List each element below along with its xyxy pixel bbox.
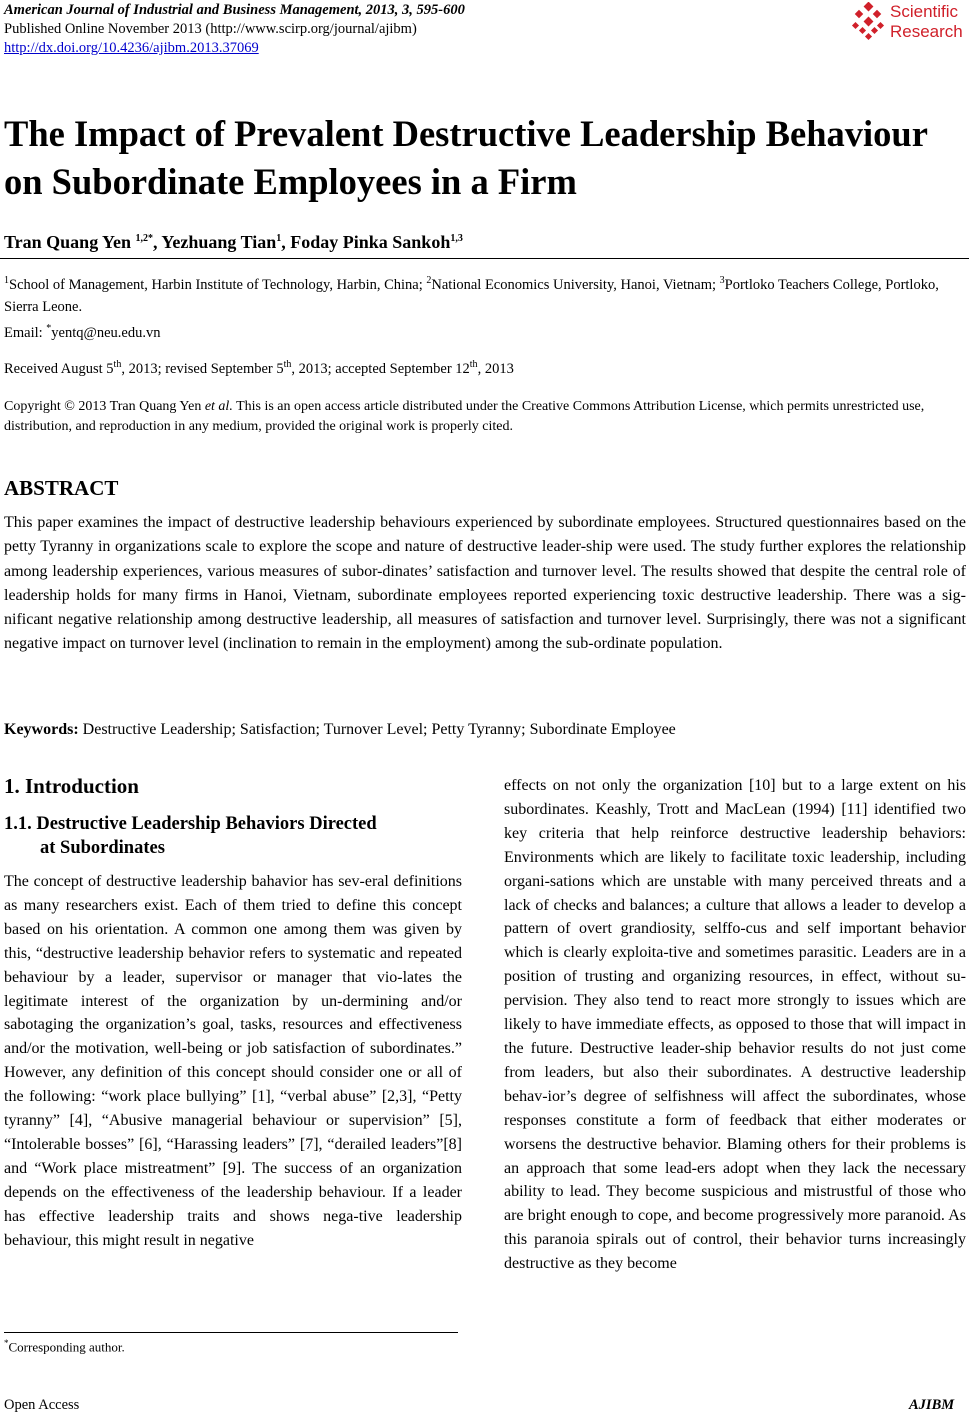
subsection-heading-line: at Subordinates	[40, 838, 165, 858]
author-divider	[0, 258, 969, 259]
affiliation-mark: 1	[4, 275, 9, 286]
email-label: Email:	[4, 324, 47, 341]
ordinal-suffix: th	[113, 359, 122, 370]
email-address[interactable]: yentq@neu.edu.vn	[51, 324, 161, 341]
paper-title: The Impact of Prevalent Destructive Leadership Behaviour on Subordinate Employees in a Firm	[4, 113, 928, 202]
author-list	[4, 232, 463, 253]
author-name: Yezhuang Tian	[161, 232, 277, 252]
date-text: , 2013	[477, 360, 514, 377]
ordinal-suffix: th	[469, 359, 478, 370]
copyright-text: This is an open access article distributed under the Creative Commons Attribution License, which permits unrestricted use, distribution, and reproduction in any medium, provided the original work is properly cited.	[4, 399, 925, 434]
journal-header: American Journal of Industrial and Business Management, 2013, 3, 595-600	[4, 2, 465, 18]
author-name: Tran Quang Yen	[4, 232, 132, 252]
footnote-divider	[4, 1332, 458, 1333]
received-dates	[4, 354, 514, 380]
author-separator: ,	[153, 232, 162, 252]
email-mark: *	[46, 322, 52, 334]
footnote-mark: *	[4, 1338, 9, 1348]
section-heading-introduction: 1. Introduction	[4, 774, 139, 798]
copyright-notice	[4, 397, 966, 437]
published-line: Published Online November 2013 (http://www.scirp.org/journal/ajibm)	[4, 21, 417, 37]
scientific-research-logo	[850, 2, 968, 44]
author-affiliation-mark: 1,3	[450, 233, 463, 244]
keywords-text: Destructive Leadership; Satisfaction; Turnover Level; Petty Tyranny; Subordinate Employee	[78, 721, 676, 738]
logo-text-line2: Research	[890, 22, 963, 41]
abstract-text: This paper examines the impact of destructive leadership behaviours experienced by subordinate employees. Structured questionnaires based on the petty Tyranny in organizations scale to explore the scope and nature of destructive leader-ship were used. The study further explores the relationship among leadership experiences, various measures of subor-dinates’ satisfaction and turnover level. The results showed that despite the central role of leadership holds for many firms in Hanoi, Vietnam, subordinate employees reported experiencing toxic destructive leadership. There was a sig-nificant negative relationship among destructive leadership, all measures of satisfaction and turnover level. Surprisingly, there was not a significant negative impact on turnover level (inclination to remain in the employment) among the sub-ordinate population.	[4, 514, 966, 653]
author-name: Foday Pinka Sankoh	[290, 232, 451, 252]
date-text: , 2013; accepted September 12	[291, 360, 470, 377]
subsection-heading-line: 1.1. Destructive Leadership Behaviors Directed	[4, 814, 377, 834]
date-text: Received August 5	[4, 360, 114, 377]
footer-open-access: Open Access	[4, 1397, 80, 1413]
keywords	[4, 718, 966, 742]
footer-journal-abbrev: AJIBM	[909, 1397, 955, 1413]
subsection-heading	[4, 812, 377, 860]
body-column-left: The concept of destructive leadership bahavior has sev-eral definitions as many researchers exist. Each of them tried to define this concept based on his orientation. A common one among them was given by this, “destructive leadership behavior refers to systematic and repeated behaviour by a leader, supervisor or manager that vio-lates the legitimate interest of the organization by un-dermining and/or sabotaging the organization’s goal, tasks, resources and effectiveness and/or the motivation, well-being or job satisfaction of subordinates.” However, any definition of this concept should consider one or all of the following: “work place bullying” [1], “verbal abuse” [2,3], “Petty tyranny” [4], “Abusive managerial behaviour or supervision” [5], “Intolerable bosses” [6], “Harassing leaders” [7], “derailed leaders”[8] and “Work place mistreatment” [9]. The success of an organization depends on the effectiveness of the leadership behaviour. If a leader has effective leadership traits and shows nega-tive leadership behaviour, this might result in negative	[4, 873, 462, 1249]
keywords-label: Keywords:	[4, 721, 79, 738]
affiliation-text: National Economics University, Hanoi, Vietnam;	[431, 276, 720, 293]
affiliation-mark: 3	[719, 275, 725, 286]
abstract-heading: ABSTRACT	[4, 476, 119, 500]
footnote	[4, 1338, 125, 1355]
logo-text-line1: Scientific	[890, 2, 959, 21]
author-separator: ,	[281, 232, 291, 252]
footnote-text: Corresponding author.	[8, 1339, 125, 1355]
author-affiliation-mark: 1,2*	[135, 233, 154, 244]
body-column-right: effects on not only the organization [10] but to a large extent on his subordinates. Keashly, Trott and MacLean (1994) [11] identified two key criteria that help reinforce destructive leadership behaviors: Environments which are likely to facilitate toxic leadership, including organi-sations which are unstable with many perceived threats and a lack of checks and balances; a culture that allows a leader to develop a pattern of overt grandiosity, selffo-cus and self important behavior which is clearly exploita-tive and sometimes parasitic. Leaders are in a position of trusting and organizing resources, in effect, without su-pervision. They also tend to react more strongly to issues which are likely to have immediate effects, as opposed to those that will impact in the future. Destructive leader-ship behavior results do not just come from leaders, but also their subordinates. A destructive leadership behav-ior’s degree of selfishness will affect the subordinates, whose responses constitute a form of feedback that either moderates or worsens the destructive behavior. Blaming others for their problems is an approach that some lead-ers adopt when they lack the necessary ability to lead. They become suspicious and mistrustful of those who are bright enough to cope, and become progressively more paranoid. As this paranoia spirals out of control, their behavior turns increasingly destructive as they become	[504, 777, 966, 1273]
doi-link[interactable]: http://dx.doi.org/10.4236/ajibm.2013.37069	[4, 40, 259, 56]
author-affiliation-mark: 1	[276, 233, 282, 244]
copyright-text: Copyright © 2013 Tran Quang Yen	[4, 399, 205, 414]
affiliation-text: School of Management, Harbin Institute of Technology, Harbin, China;	[9, 276, 427, 293]
affiliation-mark: 2	[426, 275, 432, 286]
copyright-etal: et al.	[204, 399, 233, 414]
affiliation-text: Portloko Teachers College, Portloko, Sierra Leone.	[4, 276, 939, 315]
affiliations	[4, 270, 966, 344]
date-text: , 2013; revised September 5	[121, 360, 284, 377]
ordinal-suffix: th	[283, 359, 292, 370]
logo-mark-icon	[850, 2, 888, 42]
